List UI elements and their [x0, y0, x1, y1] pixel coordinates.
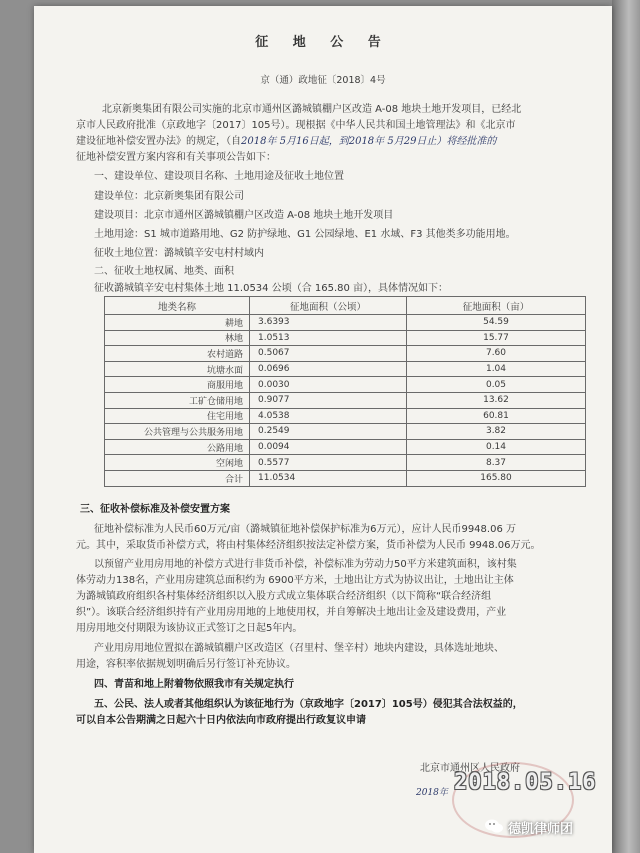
- area-mu-cell: 15.77: [407, 330, 586, 346]
- land-type-cell: 坑塘水面: [105, 361, 250, 377]
- table-row: [105, 361, 586, 377]
- table-row: [105, 470, 586, 486]
- table-header-row: [105, 297, 586, 315]
- area-mu-cell: 60.81: [407, 408, 586, 424]
- watermark: 德凯律师团: [508, 822, 574, 837]
- table-row: [105, 392, 586, 408]
- table-row: [105, 424, 586, 440]
- section-3-p2-line-2: 体劳动力138名，产业用房建筑总面积约为 6900平方米，土地出让方式为协议出让，土地出让主体: [76, 575, 514, 586]
- table-row: [105, 408, 586, 424]
- area-hectare-cell: 0.5577: [250, 455, 407, 471]
- area-mu-cell: 0.14: [407, 439, 586, 455]
- area-hectare-cell: 0.0030: [250, 377, 407, 393]
- area-hectare-cell: 4.0538: [250, 408, 407, 424]
- land-type-cell: 林地: [105, 330, 250, 346]
- area-mu-cell: 7.60: [407, 346, 586, 362]
- area-mu-cell: 54.59: [407, 315, 586, 331]
- section-3-heading: 三、征收补偿标准及补偿安置方案: [80, 504, 230, 515]
- land-type-cell: 公共管理与公共服务用地: [105, 424, 250, 440]
- notice-paper: [34, 6, 612, 853]
- area-hectare-cell: 11.0534: [250, 470, 407, 486]
- land-type-cell: 空闲地: [105, 455, 250, 471]
- table-row: [105, 346, 586, 362]
- area-hectare-cell: 0.0696: [250, 361, 407, 377]
- section-4-heading: 四、青苗和地上附着物依照我市有关规定执行: [94, 679, 294, 690]
- section-3-p1-line-1: 征地补偿标准为人民币60万元/亩（潞城镇征地补偿保护标准为6万元），应计人民币9948.06 万: [94, 524, 516, 535]
- area-hectare-cell: 0.2549: [250, 424, 407, 440]
- intro-line-1: 北京新奥集团有限公司实施的北京市通州区潞城镇棚户区改造 A-08 地块土地开发项目，已经北: [102, 104, 522, 115]
- land-location: 征收土地位置：潞城镇辛安屯村村域内: [94, 248, 264, 259]
- photo-date-stamp: 2018.05.16: [454, 770, 597, 795]
- land-type-cell: 公路用地: [105, 439, 250, 455]
- intro-line-4: 征地补偿安置方案内容和有关事项公告如下：: [76, 152, 276, 163]
- issuer-name: 北京市通州区人民政府: [420, 763, 520, 774]
- intro-line-2: 京市人民政府批准（京政地字〔2017〕105号）。现根据《中华人民共和国土地管理法》和《北京市: [76, 120, 516, 131]
- handwritten-date-from: 2018年 5月16日起，到: [241, 136, 349, 147]
- section-2-heading: 二、征收土地权属、地类、面积: [94, 266, 234, 277]
- table-row: [105, 315, 586, 331]
- area-mu-cell: 165.80: [407, 470, 586, 486]
- area-hectare-cell: 0.5067: [250, 346, 407, 362]
- land-use: 土地用途：S1 城市道路用地、G2 防护绿地、G1 公园绿地、E1 水域、F3 其他类多功能用地。: [94, 229, 516, 240]
- section-3-p2-line-4: 织”）。该联合经济组织持有产业用房用地的上地使用权，并自筹解决土地出让金及建设费用，产业: [76, 607, 507, 618]
- section-3-p3-line-1: 产业用房用地位置拟在潞城镇棚户区改造区（召里村、堡辛村）地块内建设，具体选址地块、: [94, 643, 504, 654]
- area-mu-cell: 0.05: [407, 377, 586, 393]
- intro-line-3-text: 建设征地补偿安置办法》的规定，（自: [76, 136, 241, 147]
- land-type-cell: 合计: [105, 470, 250, 486]
- handwritten-date-prefix: 2018年: [416, 788, 448, 798]
- table-row: [105, 330, 586, 346]
- area-hectare-cell: 3.6393: [250, 315, 407, 331]
- wechat-icon: [484, 818, 504, 834]
- section-1-heading: 一、建设单位、建设项目名称、土地用途及征收土地位置: [94, 171, 344, 182]
- construction-project: 建设项目：北京市通州区潞城镇棚户区改造 A-08 地块土地开发项目: [94, 210, 394, 221]
- section-3-p2-line-5: 用房用地交付期限为该协议正式签订之日起5年内。: [76, 623, 303, 634]
- intro-line-3: [76, 135, 496, 148]
- table-row: [105, 439, 586, 455]
- notice-title: 征 地 公 告: [255, 35, 391, 50]
- header-area-hectare: 征地面积（公顷）: [250, 297, 407, 315]
- land-type-cell: 农村道路: [105, 346, 250, 362]
- document-number: 京（通）政地征〔2018〕4号: [260, 75, 386, 86]
- area-mu-cell: 1.04: [407, 361, 586, 377]
- table-row: [105, 455, 586, 471]
- area-intro: 征收潞城镇辛安屯村集体土地 11.0534 公顷（合 165.80 亩），具体情况如下：: [94, 283, 449, 294]
- area-hectare-cell: 0.9077: [250, 392, 407, 408]
- section-5-line-2: 可以自本公告期满之日起六十日内依法向市政府提出行政复议申请: [76, 715, 366, 726]
- area-hectare-cell: 0.0094: [250, 439, 407, 455]
- section-3-p2-line-3: 为潞城镇政府组织各村集体经济组织以入股方式成立集体联合经济组织（以下简称“联合经济组: [76, 591, 492, 602]
- area-mu-cell: 3.82: [407, 424, 586, 440]
- section-3-p3-line-2: 用途，容积率依据规划明确后另行签订补充协议。: [76, 659, 296, 670]
- header-area-mu: 征地面积（亩）: [407, 297, 586, 315]
- handwritten-date-to: 2018年 5月29日止）将经批准的: [348, 136, 497, 147]
- section-5-line-1: 五、公民、法人或者其他组织认为该征地行为（京政地字〔2017〕105号）侵犯其合法权益的，: [94, 699, 523, 710]
- land-type-cell: 耕地: [105, 315, 250, 331]
- land-area-table: [104, 296, 586, 487]
- section-3-p1-line-2: 元。其中，采取货币补偿方式，将由村集体经济组织按法定补偿方案，货币补偿为人民币 9948.06万元。: [76, 540, 541, 551]
- construction-unit: 建设单位：北京新奥集团有限公司: [94, 191, 244, 202]
- land-type-cell: 商服用地: [105, 377, 250, 393]
- background-edge: [612, 0, 640, 853]
- header-land-type: 地类名称: [105, 297, 250, 315]
- area-mu-cell: 8.37: [407, 455, 586, 471]
- area-hectare-cell: 1.0513: [250, 330, 407, 346]
- land-type-cell: 住宅用地: [105, 408, 250, 424]
- land-type-cell: 工矿仓储用地: [105, 392, 250, 408]
- section-3-p2-line-1: 以预留产业用房用地的补偿方式进行非货币补偿，补偿标准为劳动力50平方米建筑面积，该村集: [94, 559, 517, 570]
- table-row: [105, 377, 586, 393]
- area-mu-cell: 13.62: [407, 392, 586, 408]
